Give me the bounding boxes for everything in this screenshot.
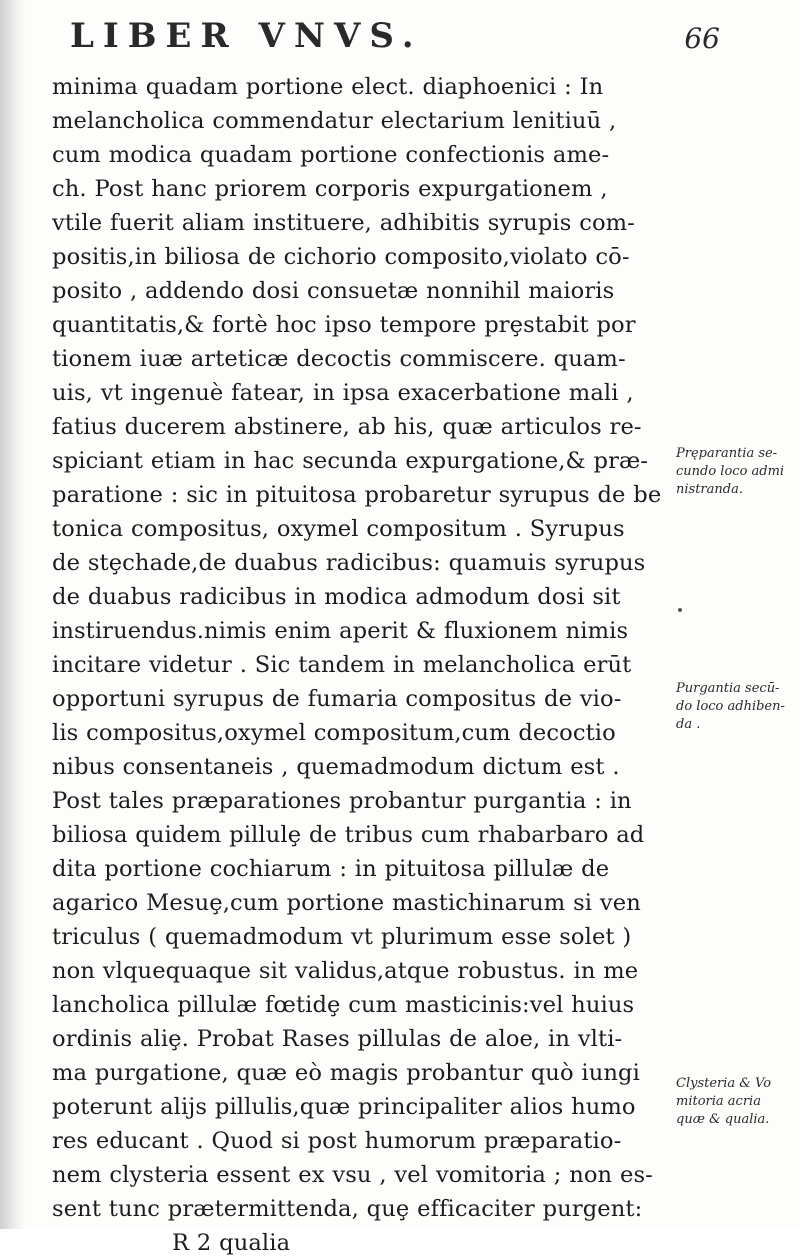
text-line: cum modica quadam portione confectionis ame- — [52, 142, 610, 168]
text-line: de duabus radicibus in modica admodum dosi sit — [52, 584, 621, 610]
margin-note-line: mitoria acria — [676, 1094, 761, 1109]
margin-note-line: Pręparantia se- — [676, 446, 778, 461]
body-text — [52, 70, 667, 1260]
text-line: lis compositus,oxymel compositum,cum decoctio — [52, 720, 616, 746]
margin-note-line: Purgantia secū- — [676, 681, 780, 696]
text-line: vtile fuerit aliam instituere, adhibitis syrupis com- — [52, 210, 635, 236]
binding-gutter — [0, 0, 26, 1229]
margin-note-line: do loco adhiben- — [676, 699, 785, 714]
margin-note-line: quæ & qualia. — [676, 1112, 770, 1127]
running-head-title: LIBER VNVS. — [70, 16, 423, 56]
text-line: sent tunc prætermittenda, quȩ efficaciter purgent: — [52, 1196, 643, 1222]
text-line: triculus ( quemadmodum vt plurimum esse solet ) — [52, 924, 632, 950]
text-line: Post tales præparationes probantur purgantia : in — [52, 788, 632, 814]
text-line: minima quadam portione elect. diaphoenici : In — [52, 74, 604, 100]
margin-note-clysteria — [676, 1075, 796, 1129]
margin-note-preparantia — [676, 445, 796, 499]
catchline: R 2 qualia — [172, 1230, 291, 1256]
text-line: fatius ducerem abstinere, ab his, quæ articulos re- — [52, 414, 642, 440]
text-line: res educant . Quod si post humorum præparatio- — [52, 1128, 622, 1154]
text-line: lancholica pillulæ fœtidȩ cum masticinis:vel huius — [52, 992, 635, 1018]
text-line: dita portione cochiarum : in pituitosa pillulæ de — [52, 856, 610, 882]
text-line: ch. Post hanc priorem corporis expurgationem , — [52, 176, 608, 202]
margin-dot-mark — [678, 608, 682, 612]
text-line: nibus consentaneis , quemadmodum dictum est . — [52, 754, 620, 780]
margin-note-line: cundo loco admi — [676, 464, 785, 479]
text-line: incitare videtur . Sic tandem in melancholica erūt — [52, 652, 632, 678]
text-line: nem clysteria essent ex vsu , vel vomitoria ; non es- — [52, 1162, 653, 1188]
text-line: ordinis aliȩ. Probat Rases pillulas de aloe, in vlti- — [52, 1026, 623, 1052]
text-line: biliosa quidem pillulȩ de tribus cum rhabarbaro ad — [52, 822, 645, 848]
text-line: de stȩchade,de duabus radicibus: quamuis syrupus — [52, 550, 646, 576]
text-line: paratione : sic in pituitosa probaretur syrupus de be — [52, 482, 662, 508]
text-line: agarico Mesuȩ,cum portione mastichinarum si ven — [52, 890, 641, 916]
text-line: posito , addendo dosi consuetæ nonnihil maioris — [52, 278, 615, 304]
margin-note-line: da . — [676, 717, 701, 732]
running-head — [60, 8, 760, 68]
text-line: tionem iuæ arteticæ decoctis commiscere. quam- — [52, 346, 626, 372]
page-number: 66 — [684, 22, 720, 55]
text-line: instiruendus.nimis enim aperit & fluxionem nimis — [52, 618, 629, 644]
text-line: positis,in biliosa de cichorio composito,violato cō- — [52, 244, 630, 270]
text-line: quantitatis,& fortè hoc ipso tempore prȩstabit por — [52, 312, 636, 338]
text-line: poterunt alijs pillulis,quæ principaliter alios humo — [52, 1094, 636, 1120]
margin-note-purgantia — [676, 680, 796, 734]
text-line: spiciant etiam in hac secunda expurgatione,& præ- — [52, 448, 649, 474]
text-line: tonica compositus, oxymel compositum . Syrupus — [52, 516, 625, 542]
text-line: ma purgatione, quæ eò magis probantur quò iungi — [52, 1060, 640, 1086]
text-line: melancholica commendatur electarium lenitiuū , — [52, 108, 617, 134]
text-line: uis, vt ingenuè fatear, in ipsa exacerbatione mali , — [52, 380, 634, 406]
margin-note-line: nistranda. — [676, 482, 743, 497]
text-line: opportuni syrupus de fumaria compositus de vio- — [52, 686, 622, 712]
text-line: non vlquequaque sit validus,atque robustus. in me — [52, 958, 639, 984]
margin-note-line: Clysteria & Vo — [676, 1076, 772, 1091]
